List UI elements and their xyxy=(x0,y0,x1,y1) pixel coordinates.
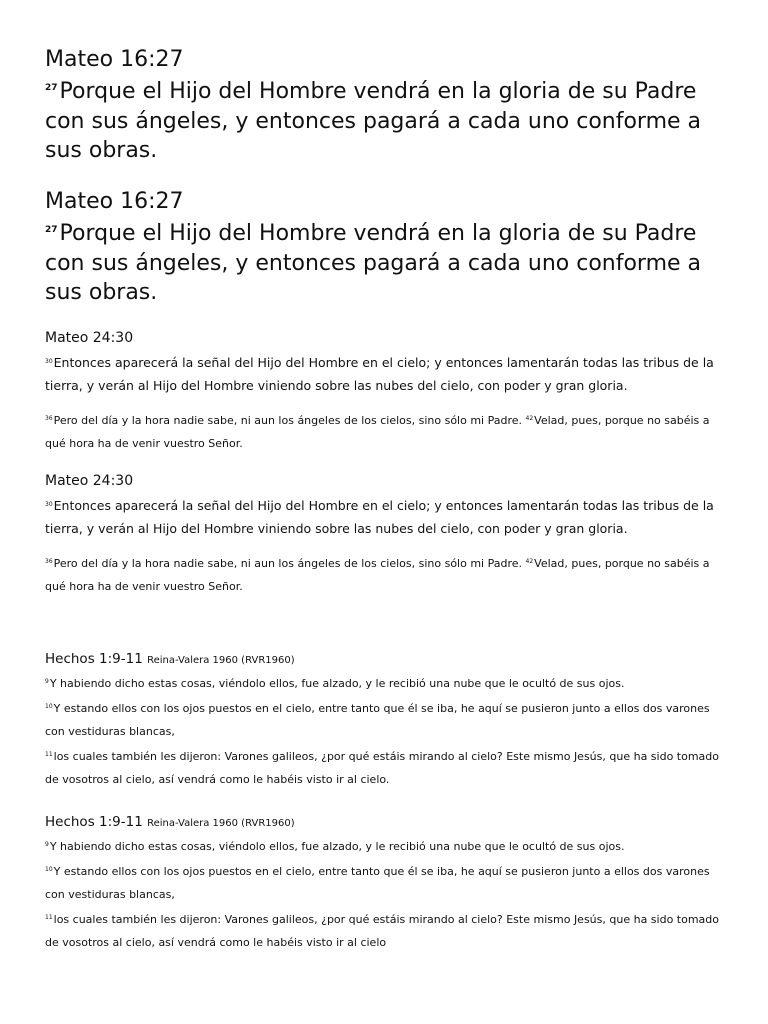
verse-body: Velad, pues, porque no sabéis a qué hora ha de venir vuestro Señor. xyxy=(45,557,710,593)
verse-body: Pero del día y la hora nadie sabe, ni aun los ángeles de los cielos, sino sólo mi Padre. xyxy=(53,557,523,570)
bible-version: Reina-Valera 1960 (RVR1960) xyxy=(147,655,295,666)
passage-reference: Mateo 24:30 xyxy=(45,330,134,346)
verse-number: 27 xyxy=(45,225,58,235)
verse-body: Y habiendo dicho estas cosas, viéndolo ellos, fue alzado, y le recibió una nube que le ocultó de sus ojos. xyxy=(49,677,625,690)
verse-paragraph xyxy=(45,550,728,598)
reference-text: Hechos 1:9-11 xyxy=(45,814,143,830)
verse-body: los cuales también les dijeron: Varones galileos, ¿por qué estáis mirando al cielo? Este mismo Jesús, que ha sido tomado de vosotros al cielo, así vendrá como le habéis visto ir al cielo xyxy=(45,913,720,949)
verse-number: 10 xyxy=(45,866,53,873)
verse-number: 27 xyxy=(45,83,58,93)
passage-reference: Mateo 24:30 xyxy=(45,473,134,489)
reference-text: Hechos 1:9-11 xyxy=(45,651,143,667)
verse-body: Y habiendo dicho estas cosas, viéndolo ellos, fue alzado, y le recibió una nube que le ocultó de sus ojos. xyxy=(49,840,625,853)
verse-body: Y estando ellos con los ojos puestos en el cielo, entre tanto que él se iba, he aquí se pusieron junto a ellos dos varones con vestiduras blancas, xyxy=(45,702,710,738)
verse-paragraph xyxy=(45,695,728,743)
verse-number: 36 xyxy=(45,415,53,422)
passage-mateo-24-30-second xyxy=(45,472,728,598)
bible-version: Reina-Valera 1960 (RVR1960) xyxy=(147,818,295,829)
verse-number: 11 xyxy=(45,914,53,921)
verse-paragraph xyxy=(45,833,728,858)
verse-body: Velad, pues, porque no sabéis a qué hora ha de venir vuestro Señor. xyxy=(45,414,710,450)
passage-mateo-16-27-second xyxy=(45,187,728,308)
verse-number: 36 xyxy=(45,558,53,565)
verse-number: 9 xyxy=(45,841,49,848)
verse-body: los cuales también les dijeron: Varones galileos, ¿por qué estáis mirando al cielo? Este mismo Jesús, que ha sido tomado de vosotros al cielo, así vendrá como le habéis visto ir al cielo. xyxy=(45,750,720,786)
verse-number: 42 xyxy=(525,558,534,565)
passage-hechos-1-9-11-second xyxy=(45,813,728,954)
verse-body: Porque el Hijo del Hombre vendrá en la gloria de su Padre con sus ángeles, y entonces pagará a cada uno conforme a sus obras. xyxy=(45,79,702,163)
verse-paragraph xyxy=(45,858,728,906)
passage-mateo-24-30-first xyxy=(45,329,728,455)
verse-paragraph xyxy=(45,350,728,397)
verse-paragraph xyxy=(45,493,728,540)
passage-mateo-16-27-first xyxy=(45,45,728,166)
verse-body: Entonces aparecerá la señal del Hijo del Hombre en el cielo; y entonces lamentarán todas las tribus de la tierra, y verán al Hijo del Hombre viniendo sobre las nubes del cielo, con poder y gran gloria. xyxy=(45,498,714,536)
verse-number: 11 xyxy=(45,751,53,758)
verse-paragraph xyxy=(45,670,728,695)
verse-number: 30 xyxy=(45,501,53,508)
passage-reference xyxy=(45,813,728,833)
verse-number: 9 xyxy=(45,678,49,685)
verse-text xyxy=(45,74,728,166)
verse-number: 30 xyxy=(45,358,53,365)
verse-number: 42 xyxy=(525,415,534,422)
passage-reference: Mateo 16:27 xyxy=(45,47,184,72)
verse-body: Pero del día y la hora nadie sabe, ni aun los ángeles de los cielos, sino sólo mi Padre. xyxy=(53,414,523,427)
verse-body: Y estando ellos con los ojos puestos en el cielo, entre tanto que él se iba, he aquí se pusieron junto a ellos dos varones con vestiduras blancas, xyxy=(45,865,710,901)
verse-paragraph xyxy=(45,906,728,954)
verse-body: Porque el Hijo del Hombre vendrá en la gloria de su Padre con sus ángeles, y entonces pagará a cada uno conforme a sus obras. xyxy=(45,221,702,305)
passage-reference xyxy=(45,650,728,670)
passage-reference: Mateo 16:27 xyxy=(45,189,184,214)
verse-paragraph xyxy=(45,407,728,455)
verse-paragraph xyxy=(45,743,728,791)
passage-hechos-1-9-11-first xyxy=(45,650,728,791)
verse-text xyxy=(45,216,728,308)
verse-number: 10 xyxy=(45,703,53,710)
verse-body: Entonces aparecerá la señal del Hijo del Hombre en el cielo; y entonces lamentarán todas las tribus de la tierra, y verán al Hijo del Hombre viniendo sobre las nubes del cielo, con poder y gran gloria. xyxy=(45,355,714,393)
